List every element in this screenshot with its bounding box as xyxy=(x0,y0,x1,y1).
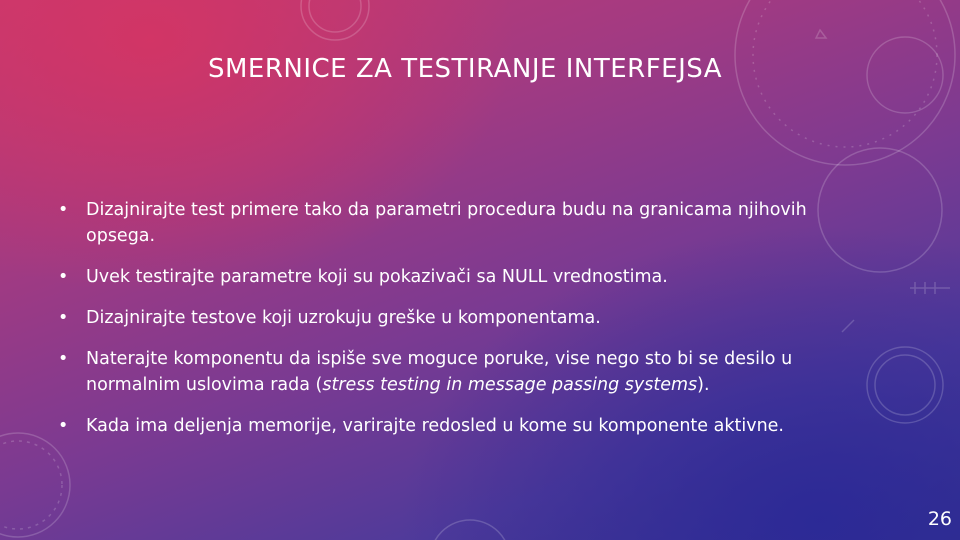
bullet-item xyxy=(58,346,858,398)
bullet-list xyxy=(58,197,858,454)
bullet-icon: • xyxy=(58,349,69,369)
page-number: 26 xyxy=(927,508,952,530)
bullet-text-part: Naterajte komponentu da ispiše sve moguce poruke, vise nego sto bi se desilo u normalnim uslovima rada ( xyxy=(86,349,793,395)
bullet-icon: • xyxy=(58,200,69,220)
bullet-icon: • xyxy=(58,308,69,328)
bullet-icon: • xyxy=(58,267,69,287)
bullet-item xyxy=(58,197,858,249)
slide-title: SMERNICE ZA TESTIRANJE INTERFEJSA xyxy=(207,54,723,84)
bullet-text xyxy=(86,349,792,395)
bullet-icon: • xyxy=(58,416,69,436)
bullet-text-italic: stress testing in message passing systems xyxy=(322,375,698,395)
bullet-text: Kada ima deljenja memorije, varirajte redosled u kome su komponente aktivne. xyxy=(86,416,784,436)
bullet-item xyxy=(58,413,858,439)
bullet-text: Dizajnirajte testove koji uzrokuju greške u komponentama. xyxy=(86,308,601,328)
bullet-text: Dizajnirajte test primere tako da parametri procedura budu na granicama njihovih opsega. xyxy=(86,200,807,246)
bullet-item xyxy=(58,264,858,290)
bullet-text-part: ). xyxy=(697,375,710,395)
bullet-text: Uvek testirajte parametre koji su pokazivači sa NULL vrednostima. xyxy=(86,267,668,287)
bullet-item xyxy=(58,305,858,331)
